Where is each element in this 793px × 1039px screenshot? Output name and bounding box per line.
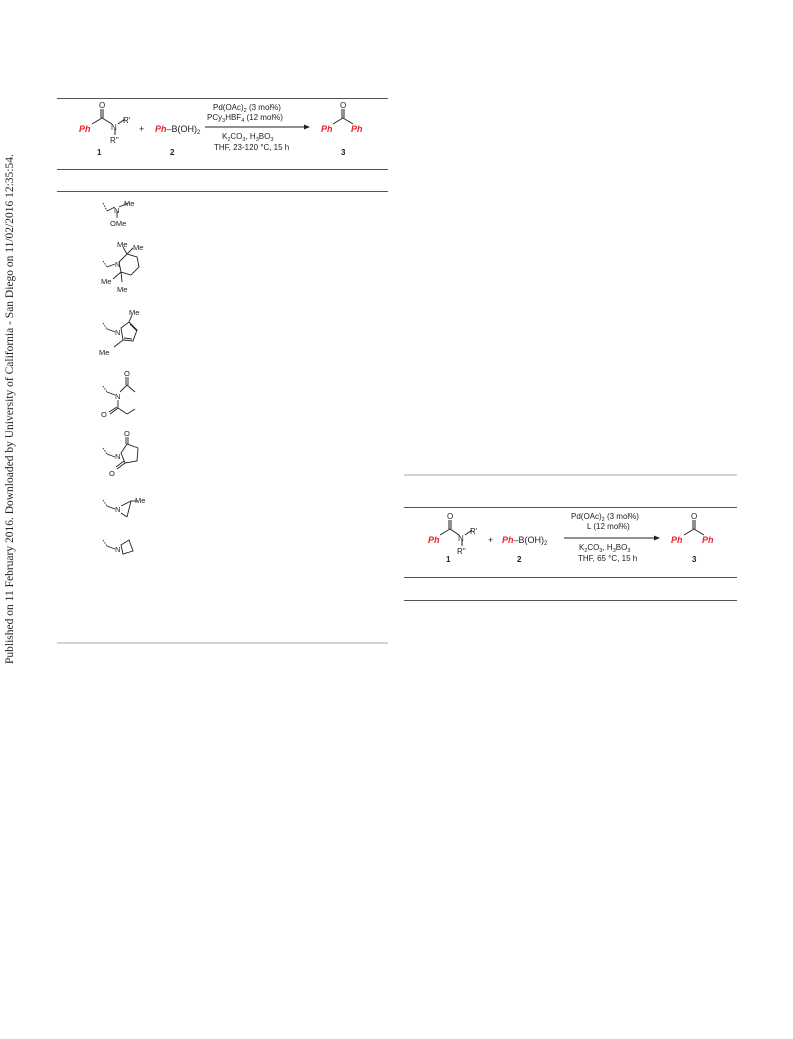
compound-number-3: 3 [341,148,346,157]
product-carbonyl-o: O [340,101,347,110]
tmp-me-4: Me [117,285,128,294]
temperature-line-2: THF, 65 °C, 15 h [578,554,638,563]
azetidine-n: N [115,545,121,554]
table1-bottom-rule [57,642,388,644]
ph-label-2: Ph [428,535,440,545]
plus-sign: + [139,124,145,134]
r1-label: R' [123,116,131,125]
base-line-2: $K_2CO_3$, $H_3BO_3$ [579,543,631,554]
product-ph-left-2: Ph [671,535,683,545]
reaction-scheme-1 [57,99,388,169]
weinreb-ome: OMe [110,219,127,228]
pyrrole-n: N [115,328,121,337]
tmp-me-2: Me [133,243,144,252]
r2-label: R'' [110,136,119,145]
catalyst-line-2: $Pd(OAc)_2$ (3 mol%) [571,512,639,523]
pyrrole-me-1: Me [129,308,140,317]
compound-number-2-scheme2: 2 [517,555,522,564]
product-ph-right-2: Ph [702,535,714,545]
compound-number-2: 2 [170,148,175,157]
table2-header-rule [404,600,737,601]
benzophenone-product-2 [684,520,704,535]
product-ph-left: Ph [321,124,333,134]
tmp-me-3: Me [101,277,112,286]
amide-structure-list [95,195,165,575]
reaction-arrow [205,125,310,130]
aziridine-n: N [115,505,121,514]
carbonyl-o: O [99,101,106,110]
carbonyl-o-2: O [447,512,454,521]
compound-number-1-scheme2: 1 [446,555,451,564]
imide-n: N [115,392,121,401]
tmp-me-1: Me [117,240,128,249]
succinimide-o-1: O [124,429,130,438]
publication-side-note: Published on 11 February 2016. Downloaded by University of California - San Diego on 11/02/2016 12:35:54. [4,154,16,664]
amide-reactant-1 [92,109,125,135]
reaction-scheme-2 [404,508,737,577]
table1-scheme-rule [57,169,388,170]
reaction-arrow-2 [564,536,660,541]
amide-reactant-1-scheme2 [440,520,472,546]
benzophenone-product [333,109,353,124]
pyrrole-me-2: Me [99,348,110,357]
table1-header-rule [57,191,388,192]
r1-label-2: R' [470,527,478,536]
imide-o-1: O [124,369,130,378]
product-ph-right: Ph [351,124,363,134]
base-line: $K_2CO_3$, $H_3BO_3$ [222,132,274,143]
plus-sign-2: + [488,535,494,545]
catalyst-line: $Pd(OAc)_2$ (3 mol%) [213,103,281,114]
tmp-n: N [115,260,121,269]
ligand-line: $PCy_3HBF_4$ (12 mol%) [207,113,283,124]
n-label-2: N [458,534,464,543]
ligand-line-2: L (12 mol%) [587,522,630,531]
aziridine-me: Me [135,496,146,505]
product-carbonyl-o-2: O [691,512,698,521]
imide-o-2: O [101,410,107,419]
ph-label: Ph [79,124,91,134]
table2-top-gray-rule [404,474,737,476]
table2-scheme-rule [404,577,737,578]
succinimide-structure [103,437,138,469]
temperature-line: THF, 23-120 °C, 15 h [214,143,290,152]
r2-label-2: R'' [457,547,466,556]
weinreb-me: Me [124,199,135,208]
boronic-acid: $Ph-B(OH)_2$ [155,124,201,136]
n-label: N [111,123,117,132]
compound-number-1: 1 [97,148,102,157]
compound-number-3-scheme2: 3 [692,555,697,564]
succinimide-o-2: O [109,469,115,478]
weinreb-n: N [114,206,120,215]
succinimide-n: N [115,452,121,461]
boronic-acid-2: $Ph-B(OH)_2$ [502,535,548,547]
